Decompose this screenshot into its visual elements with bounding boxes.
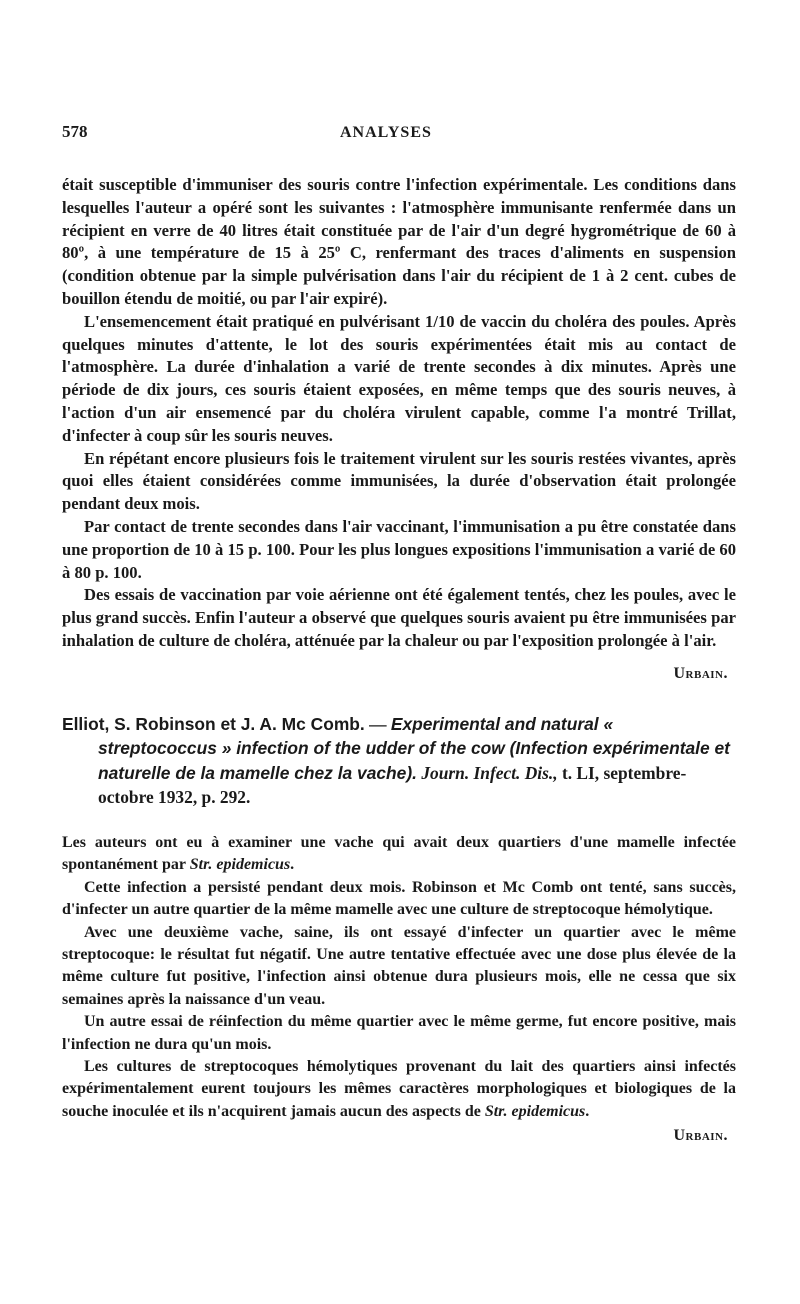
bibliographic-reference bbox=[62, 712, 736, 810]
paragraph bbox=[62, 832, 736, 877]
ref-title: Experimental and natural « streptococcus » infection of the udder of the cow (Infection expérimentale et naturelle de la mamelle chez la vache). bbox=[98, 713, 730, 783]
main-text bbox=[62, 174, 736, 1148]
paragraph: Des essais de vaccination par voie aérienne ont été également tentés, chez les poules, avec le plus grand succès. Enfin l'auteur a observé que quelques souris avaient pu être immunisées par inhalation de culture de choléra, atténuée par la chaleur ou par l'exposition prolongée à l'air. bbox=[62, 585, 736, 650]
paragraph: En répétant encore plusieurs fois le traitement virulent sur les souris restées vivantes, après quoi elles étaient considérées comme immunisées, la durée d'observation était prolongée pendant deux mois. bbox=[62, 448, 736, 514]
text-span: . bbox=[290, 856, 295, 874]
ref-dash: — bbox=[364, 713, 391, 734]
paragraph: Avec une deuxième vache, saine, ils ont essayé d'infecter un quartier avec le même streptocoque: le résultat fut négatif. Une autre tentative effectuée avec une dose plus élevée de la même culture fut positive, l'infection ainsi obtenue dura plusieurs mois, elle ne cessa que six semaines après la naissance d'un veau. bbox=[62, 923, 736, 1008]
paragraph: L'ensemencement était pratiqué en pulvérisant 1/10 de vaccin du choléra des poules. Après quelques minutes d'attente, le lot des souris expérimentées était mis au contact de l'atmosphère. La durée d'inhalation a varié de trente secondes à dix minutes. Après une période de dix jours, ces souris étaient exposées, en même temps que des souris neuves, à l'action d'un air ensemencé par du choléra virulent capable, comme l'a montré Trillat, d'infecter à coup sûr les souris neuves. bbox=[62, 311, 736, 445]
paragraph bbox=[62, 1056, 736, 1123]
review-text bbox=[62, 832, 736, 1148]
text-span: Les auteurs ont eu à examiner une vache qui avait deux quartiers d'une mamelle infectée spontanément par bbox=[62, 833, 736, 874]
signature: Urbain. bbox=[673, 664, 728, 682]
ref-authors: Elliot, S. Robinson et J. A. Mc Comb. bbox=[62, 713, 365, 734]
page-number: 578 bbox=[62, 122, 88, 141]
paragraph: était susceptible d'immuniser des souris contre l'infection expérimentale. Les conditions dans lesquelles l'auteur a opéré sont les suivantes : l'atmosphère immunisante renfermée dans un récipient en verre de 40 litres était constituée par de l'air d'un degré hygrométrique de 60 à 80º, à une température de 15 à 25º C, renfermant des traces d'aliments en suspension (condition obtenue par la simple pulvérisation dans l'air du récipient de 1 à 2 cent. cubes de bouillon étendu de moitié, ou par l'air expiré). bbox=[62, 175, 736, 308]
species-name: Str. epidemicus bbox=[189, 856, 291, 874]
signature: Urbain. bbox=[673, 1127, 728, 1145]
ref-details: t. LI, septembre-octobre 1932, p. 292. bbox=[98, 762, 687, 808]
paragraph: Par contact de trente secondes dans l'air vaccinant, l'immunisation a pu être constatée dans une proportion de 10 à 15 p. 100. Pour les plus longues expositions l'immunisation a varié de 60 à 80 p. 100. bbox=[62, 516, 736, 582]
species-name: Str. epidemicus bbox=[484, 1102, 586, 1120]
text-span: Les cultures de streptocoques hémolytiques provenant du lait des quartiers ainsi infectés expérimentalement eurent toujours les mêmes caractères morphologiques et biologiques de la souche inoculée et ils n'acquirent jamais aucun des aspects de bbox=[62, 1057, 736, 1120]
paragraph: Cette infection a persisté pendant deux mois. Robinson et Mc Comb ont tenté, sans succès, d'infecter un autre quartier de la même mamelle avec une culture de streptocoque hémolytique. bbox=[62, 878, 736, 919]
text-span: . bbox=[585, 1102, 590, 1120]
running-head: ANALYSES bbox=[340, 124, 432, 141]
ref-journal: Journ. Infect. Dis., bbox=[421, 762, 558, 783]
paragraph: Un autre essai de réinfection du même quartier avec le même germe, fut encore positive, mais l'infection ne dura qu'un mois. bbox=[62, 1013, 736, 1053]
